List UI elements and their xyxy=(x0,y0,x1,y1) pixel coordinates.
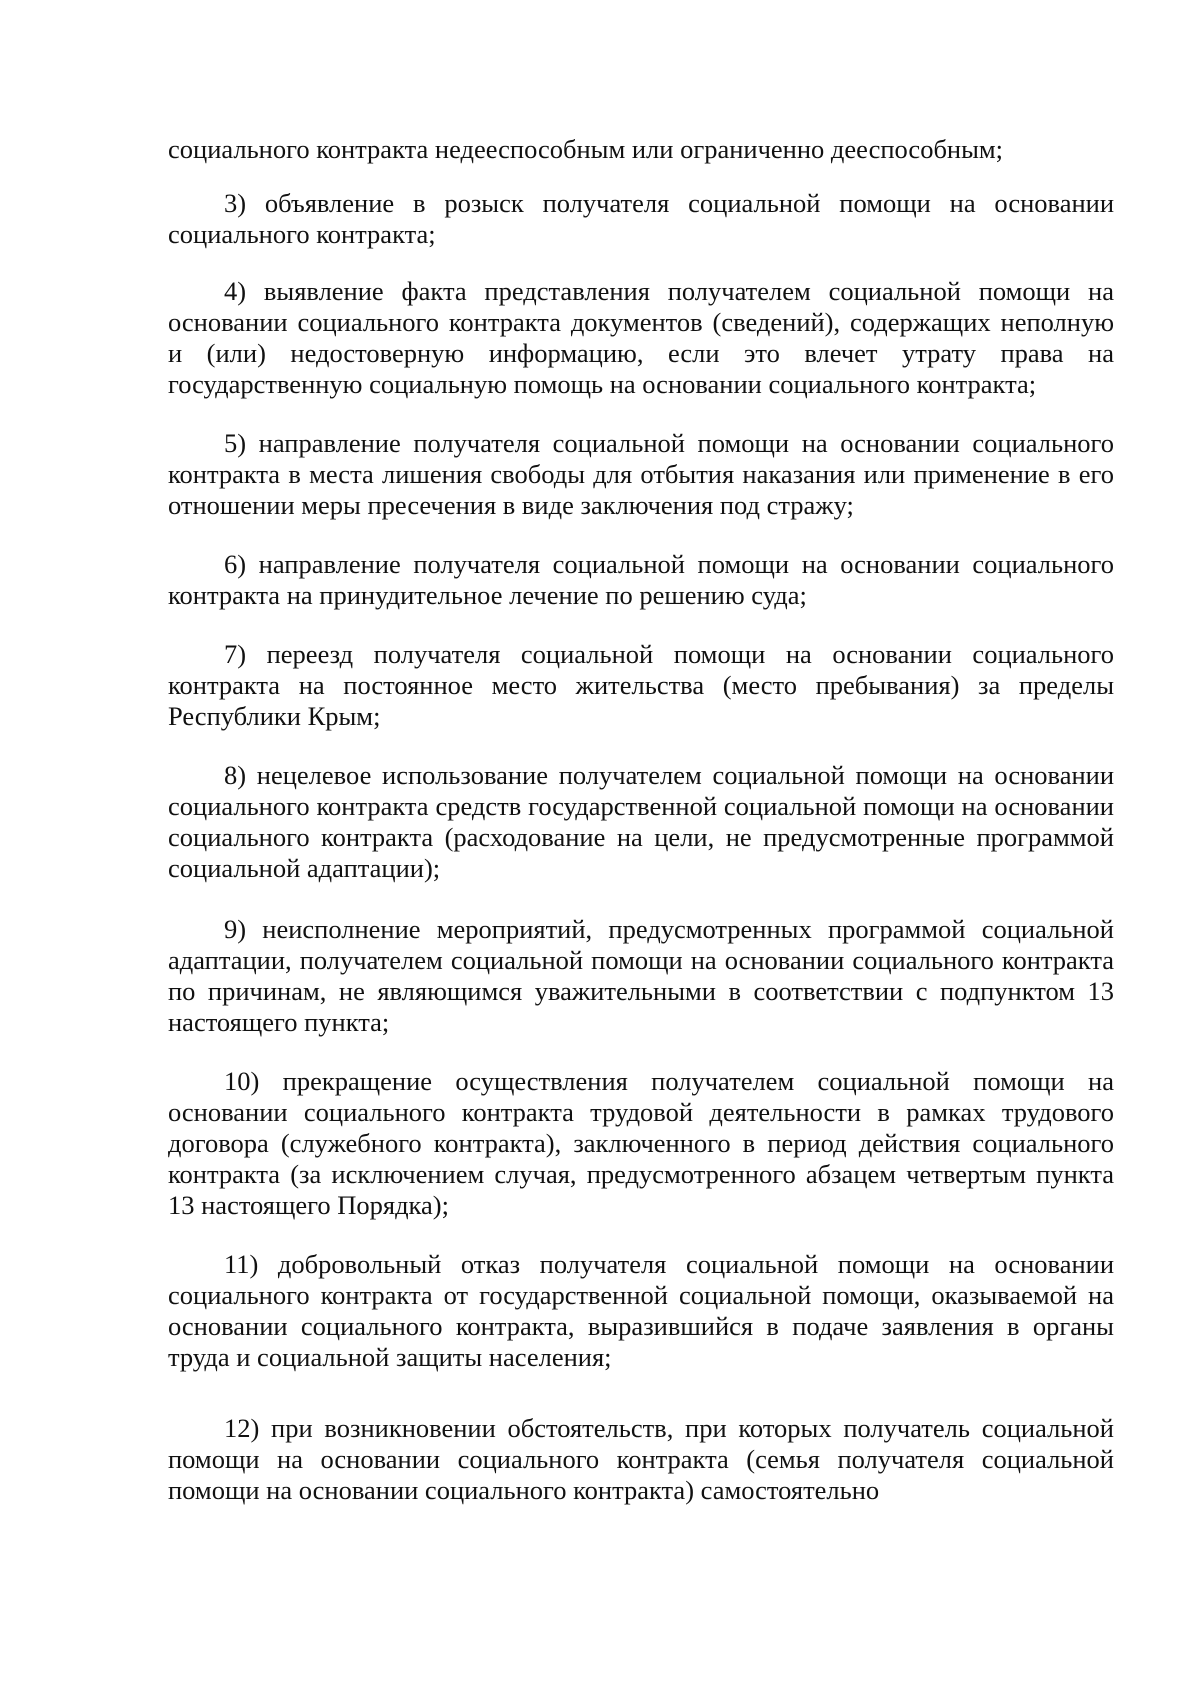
paragraph-item-7: 7) переезд получателя социальной помощи на основании социального контракта на постоянное место жительства (место пребывания) за пределы Республики Крым; xyxy=(168,639,1114,731)
paragraph-item-5: 5) направление получателя социальной помощи на основании социального контракта в места лишения свободы для отбытия наказания или применение в его отношении меры пресечения в виде заключения под стражу; xyxy=(168,428,1114,520)
document-body xyxy=(168,134,1114,1506)
paragraph-item-10: 10) прекращение осуществления получателем социальной помощи на основании социального контракта трудовой деятельности в рамках трудового договора (служебного контракта), заключенного в период действия социального контракта (за исключением случая, предусмотренного абзацем четвертым пункта 13 настоящего Порядка); xyxy=(168,1066,1114,1220)
paragraph-item-11: 11) добровольный отказ получателя социальной помощи на основании социального контракта от государственной социальной помощи, оказываемой на основании социального контракта, выразившийся в подаче заявления в органы труда и социальной защиты населения; xyxy=(168,1249,1114,1372)
paragraph-continuation: социального контракта недееспособным или ограниченно дееспособным; xyxy=(168,134,1004,164)
paragraph-item-3: 3) объявление в розыск получателя социальной помощи на основании социального контракта; xyxy=(168,188,1114,249)
paragraph-item-6: 6) направление получателя социальной помощи на основании социального контракта на принудительное лечение по решению суда; xyxy=(168,549,1114,610)
paragraph-item-8: 8) нецелевое использование получателем социальной помощи на основании социального контракта средств государственной социальной помощи на основании социального контракта (расходование на цели, не предусмотренные программой социальной адаптации); xyxy=(168,760,1114,883)
paragraph-item-4: 4) выявление факта представления получателем социальной помощи на основании социального контракта документов (сведений), содержащих неполную и (или) недостоверную информацию, если это влечет утрату права на государственную социальную помощь на основании социального контракта; xyxy=(168,276,1114,399)
paragraph-item-9: 9) неисполнение мероприятий, предусмотренных программой социальной адаптации, получателем социальной помощи на основании социального контракта по причинам, не являющимся уважительными в соответствии с подпунктом 13 настоящего пункта; xyxy=(168,914,1114,1037)
paragraph-item-12: 12) при возникновении обстоятельств, при которых получатель социальной помощи на основании социального контракта (семья получателя социальной помощи на основании социального контракта) самостоятельно xyxy=(168,1413,1114,1505)
